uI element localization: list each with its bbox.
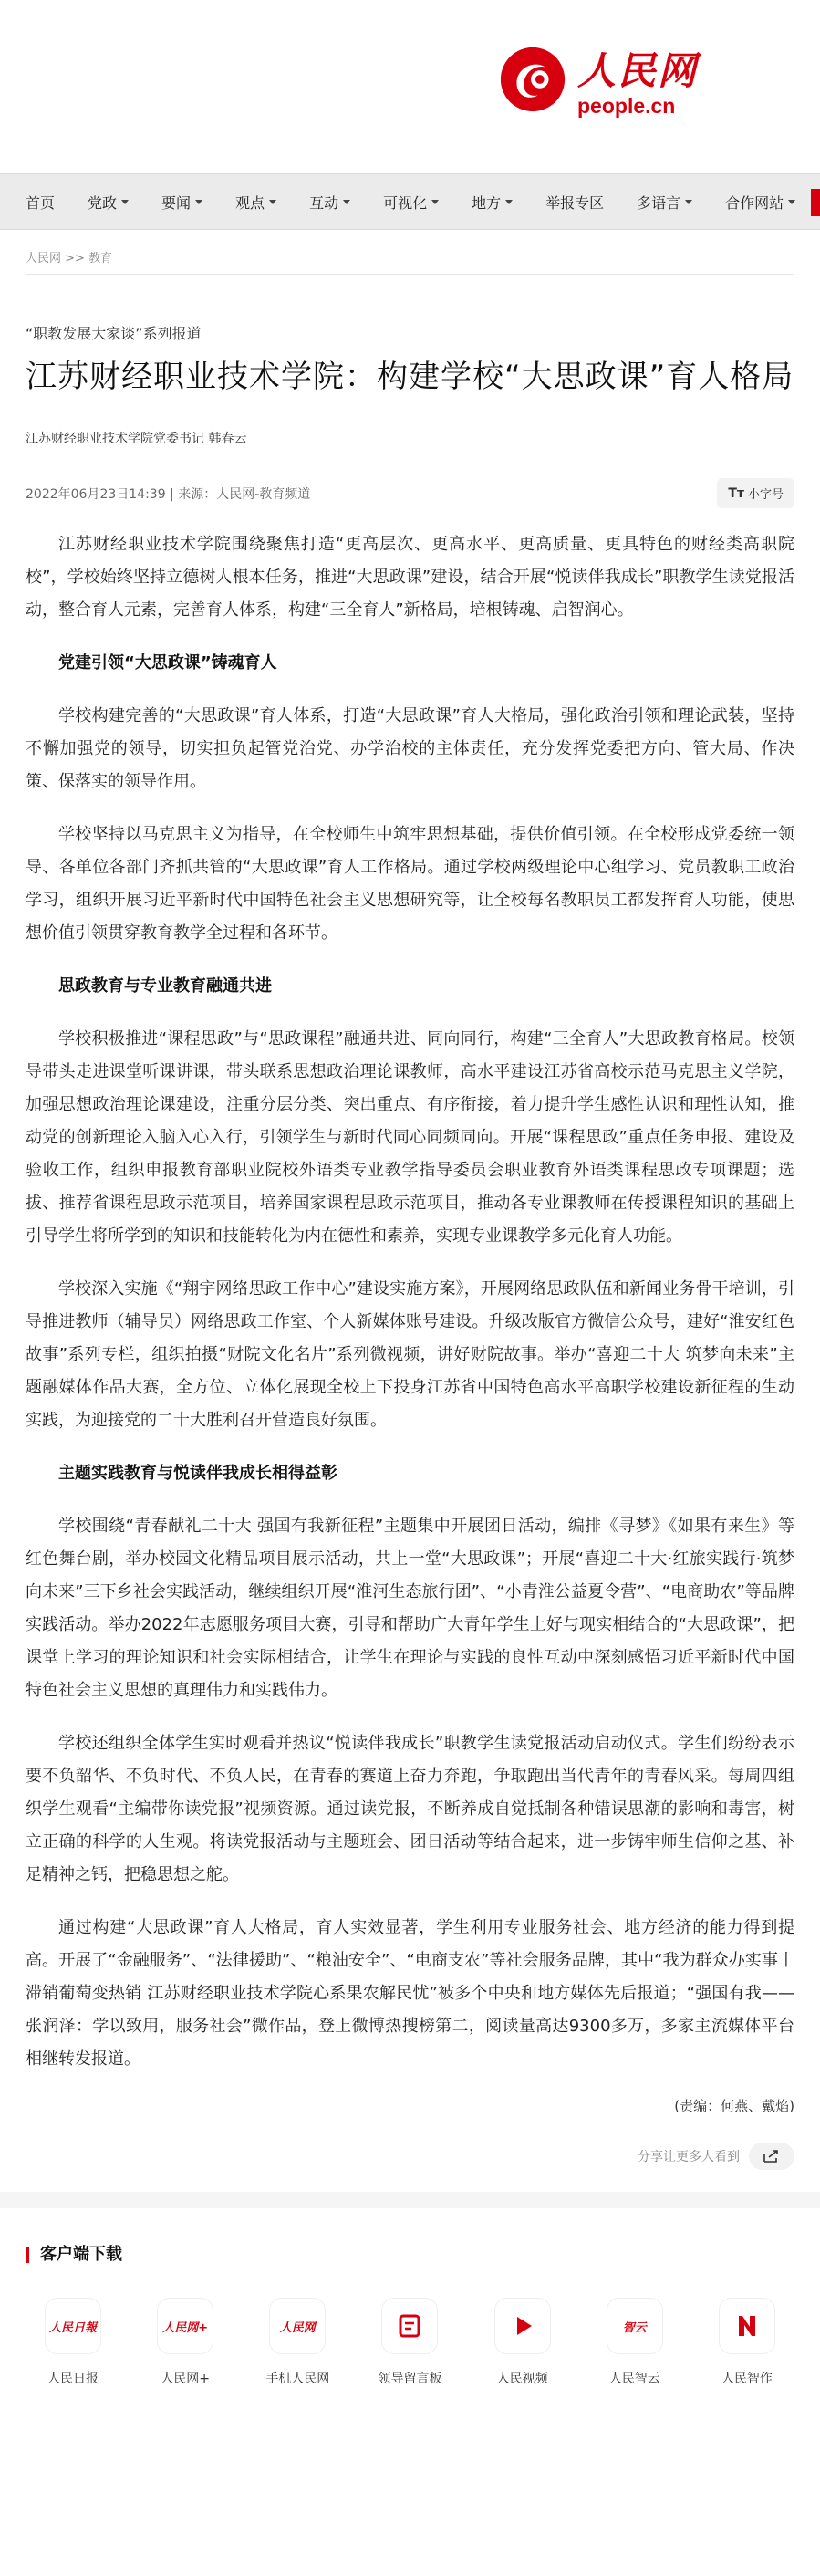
main-nav — [0, 173, 820, 230]
caret-down-icon — [788, 200, 795, 204]
app-people-daily[interactable] — [31, 2298, 115, 2387]
breadcrumb-home[interactable]: 人民网 — [26, 252, 62, 266]
paragraph: 学校坚持以马克思主义为指导，在全校师生中筑牢思想基础，提供价值引领。在全校形成党委统一领导、各单位各部门齐抓共管的“大思政课”育人工作格局。通过学校两级理论中心组学习、党员教职工政治学习，组织开展习近平新时代中国特色社会主义思想研究等，让全校每名教职员工都发挥育人功能，使思想价值引领贯穿教育教学全过程和各环节。 — [26, 825, 794, 943]
app-icon-text: 人民日報 — [48, 2320, 97, 2335]
site-header — [0, 0, 820, 173]
site-logo[interactable] — [497, 38, 743, 120]
breadcrumb — [0, 230, 820, 274]
caret-down-icon — [685, 200, 692, 204]
paragraph: 学校构建完善的“大思政课”育人体系，打造“大思政课”育人大格局，强化政治引领和理论武装，坚持不懈加强党的领导，切实担负起管党治党、办学治校的主体责任，充分发挥党委把方向、管大局、作决策、保落实的领导作用。 — [26, 706, 794, 791]
mobile-people-icon — [269, 2298, 326, 2354]
nav-item-label: 地方 — [472, 193, 502, 212]
article-meta: 2022年06月23日14:39 | 来源：人民网-教育频道 — [26, 486, 311, 502]
section-heading: 党建引领“大思政课”铸魂育人 — [58, 653, 277, 673]
divider — [26, 274, 794, 275]
app-cloud[interactable] — [593, 2298, 677, 2387]
nav-item-8[interactable] — [637, 192, 692, 213]
nav-item-2[interactable] — [161, 192, 202, 213]
column-tag: “职教发展大家谈”系列报道 — [26, 325, 202, 342]
app-label: 人民日报 — [47, 2372, 99, 2386]
editor-credit: (责编：何燕、戴焰) — [674, 2098, 794, 2114]
nav-item-0[interactable] — [26, 192, 55, 213]
client-download — [0, 2247, 820, 2387]
breadcrumb-section[interactable]: 教育 — [88, 252, 113, 266]
app-label: 手机人民网 — [265, 2372, 330, 2386]
paragraph: 江苏财经职业技术学院围绕聚焦打造“更高层次、更高水平、更高质量、更具特色的财经类高职院校”，学校始终坚持立德树人根本任务，推进“大思政课”建设，结合开展“悦读伴我成长”职教学生读党报活动，整合育人元素，完善育人体系，构建“三全育人”新格局，培根铸魂、启智润心。 — [26, 535, 794, 620]
section-gap — [0, 2192, 820, 2208]
paragraph: 学校围绕“青春献礼二十大 强国有我新征程”主题集中开展团日活动，编排《寻梦》《如果有来生》等红色舞台剧，举办校园文化精品项目展示活动，共上一堂“大思政课”；开展“喜迎二十大·红旅实践行·筑梦向未来”三下乡社会实践活动，继续组织开展“淮河生态旅行团”、“小青淮公益夏令营”、“电商助农”等品牌实践活动。举办2022年志愿服务项目大赛，引导和帮助广大青年学生上好与现实相结合的“大思政课”，把课堂上学习的理论知识和社会实际相结合，让学生在理论与实践的良性互动中深刻感悟习近平新时代中国特色社会主义思想的真理伟力和实践伟力。 — [26, 1517, 794, 1700]
caret-down-icon — [431, 200, 439, 204]
client-download-title: 客户端下载 — [26, 2247, 794, 2263]
app-people-net-plus[interactable] — [143, 2298, 227, 2387]
share-button[interactable] — [749, 2143, 794, 2170]
section-heading: 思政教育与专业教育融通共进 — [58, 976, 272, 996]
logo-english-text: people.cn — [577, 93, 676, 118]
app-label: 领导留言板 — [378, 2372, 442, 2386]
play-video-icon — [494, 2298, 551, 2354]
nav-item-label: 合作网站 — [725, 193, 784, 212]
app-icon-text: 人民网+ — [162, 2320, 209, 2335]
nav-item-label: 要闻 — [161, 193, 192, 212]
nav-item-label: 党政 — [88, 193, 118, 212]
nav-more-marker[interactable] — [811, 189, 820, 216]
app-mobile-people[interactable] — [255, 2298, 339, 2387]
caret-down-icon — [121, 200, 129, 204]
article-author: 江苏财经职业技术学院党委书记 韩春云 — [26, 432, 247, 446]
app-icon-text: 人民网 — [279, 2320, 316, 2335]
breadcrumb-separator: >> — [61, 252, 89, 266]
app-label: 人民智云 — [608, 2372, 660, 2386]
app-play-video[interactable] — [481, 2298, 565, 2387]
caret-down-icon — [505, 200, 513, 204]
app-label: 人民视频 — [496, 2372, 548, 2386]
logo-chinese-text: 人民网 — [577, 47, 699, 93]
nav-item-label: 多语言 — [637, 193, 681, 212]
app-message-board[interactable] — [368, 2298, 452, 2387]
app-icon-text: 智云 — [622, 2320, 647, 2335]
zhizuo-icon — [719, 2298, 775, 2354]
app-label: 人民智作 — [721, 2372, 773, 2386]
nav-item-1[interactable] — [88, 192, 129, 213]
font-size-label: 小字号 — [747, 488, 784, 502]
message-board-icon — [381, 2298, 438, 2354]
article-title: 江苏财经职业技术学院：构建学校“大思政课”育人格局 — [26, 359, 794, 395]
share-arrow-icon — [763, 2149, 780, 2164]
article-body — [26, 528, 794, 2076]
paragraph: 通过构建“大思政课”育人大格局，育人实效显著，学生利用专业服务社会、地方经济的能力得到提高。开展了“金融服务”、“法律援助”、“粮油安全”、“电商支农”等社会服务品牌，其中“我为群众办实事丨滞销葡萄变热销 江苏财经职业技术学院心系果农解民忧”被多个中央和地方媒体先后报道；“强国有我——张润泽：学以致用，服务社会”微作品，登上微博热搜榜第二，阅读量高达9300多万，多家主流媒体平台相继转发报道。 — [26, 1918, 794, 2069]
article — [0, 322, 820, 2170]
caret-down-icon — [269, 200, 276, 204]
paragraph: 学校还组织全体学生实时观看并热议“悦读伴我成长”职教学生读党报活动启动仪式。学生们纷纷表示要不负韶华、不负时代、不负人民，在青春的赛道上奋力奔跑，争取跑出当代青年的青春风采。每周四组织学生观看“主编带你读党报”视频资源。通过读党报，不断养成自觉抵制各种错误思潮的影响和毒害，树立正确的科学的人生观。将读党报活动与主题班会、团日活动等结合起来，进一步铸牢师生信仰之基、补足精神之钙，把稳思想之舵。 — [26, 1734, 794, 1884]
nav-item-5[interactable] — [383, 192, 439, 213]
share-text: 分享让更多人看到 — [638, 2150, 740, 2164]
app-label: 人民网+ — [161, 2372, 211, 2386]
nav-item-6[interactable] — [472, 192, 513, 213]
paragraph: 学校深入实施《“翔宇网络思政工作中心”建设实施方案》，开展网络思政队伍和新闻业务骨干培训，引导推进教师（辅导员）网络思政工作室、个人新媒体账号建设。升级改版官方微信公众号，建好“淮安红色故事”系列专栏，组织拍摄“财院文化名片”系列微视频，讲好财院故事。举办“喜迎二十大 筑梦向未来”主题融媒体作品大赛，全方位、立体化展现全校上下投身江苏省中国特色高水平高职学校建设新征程的生动实践，为迎接党的二十大胜利召开营造良好氛围。 — [26, 1279, 794, 1430]
caret-down-icon — [195, 200, 202, 204]
cloud-icon — [607, 2298, 663, 2354]
nav-item-label: 观点 — [235, 193, 265, 212]
people-daily-icon — [45, 2298, 101, 2354]
nav-item-3[interactable] — [235, 192, 276, 213]
people-logo-icon — [497, 44, 568, 115]
font-size-icon: Tт — [728, 485, 744, 501]
share-row — [26, 2143, 794, 2170]
caret-down-icon — [343, 200, 350, 204]
app-zhizuo[interactable] — [705, 2298, 789, 2387]
nav-item-label: 首页 — [26, 193, 56, 212]
nav-item-7[interactable] — [545, 192, 604, 213]
paragraph: 学校积极推进“课程思政”与“思政课程”融通共进、同向同行，构建“三全育人”大思政教育格局。校领导带头走进课堂听课讲课，带头联系思想政治理论课教师，高水平建设江苏省高校示范马克思主义学院，加强思想政治理论课建设，注重分层分类、突出重点、有序衔接，着力提升学生感性认识和理性认知，推动党的创新理论入脑入心入行，引领学生与新时代同心同频同向。开展“课程思政”重点任务申报、建设及验收工作，组织申报教育部职业院校外语类专业教学指导委员会职业教育外语类课程思政专项课题；选拔、推荐省课程思政示范项目，培养国家课程思政示范项目，推动各专业课教师在传授课程知识的基础上引导学生将所学到的知识和技能转化为内在德性和素养，实现专业课教学多元化育人功能。 — [26, 1029, 794, 1246]
section-heading: 主题实践教育与悦读伴我成长相得益彰 — [58, 1464, 337, 1483]
nav-item-4[interactable] — [309, 192, 350, 213]
app-list — [26, 2298, 794, 2387]
nav-item-label: 互动 — [309, 193, 339, 212]
nav-item-label: 举报专区 — [545, 193, 605, 212]
nav-item-9[interactable] — [725, 192, 795, 213]
font-size-button[interactable] — [717, 478, 794, 508]
nav-item-label: 可视化 — [383, 193, 428, 212]
people-net-plus-icon — [157, 2298, 213, 2354]
